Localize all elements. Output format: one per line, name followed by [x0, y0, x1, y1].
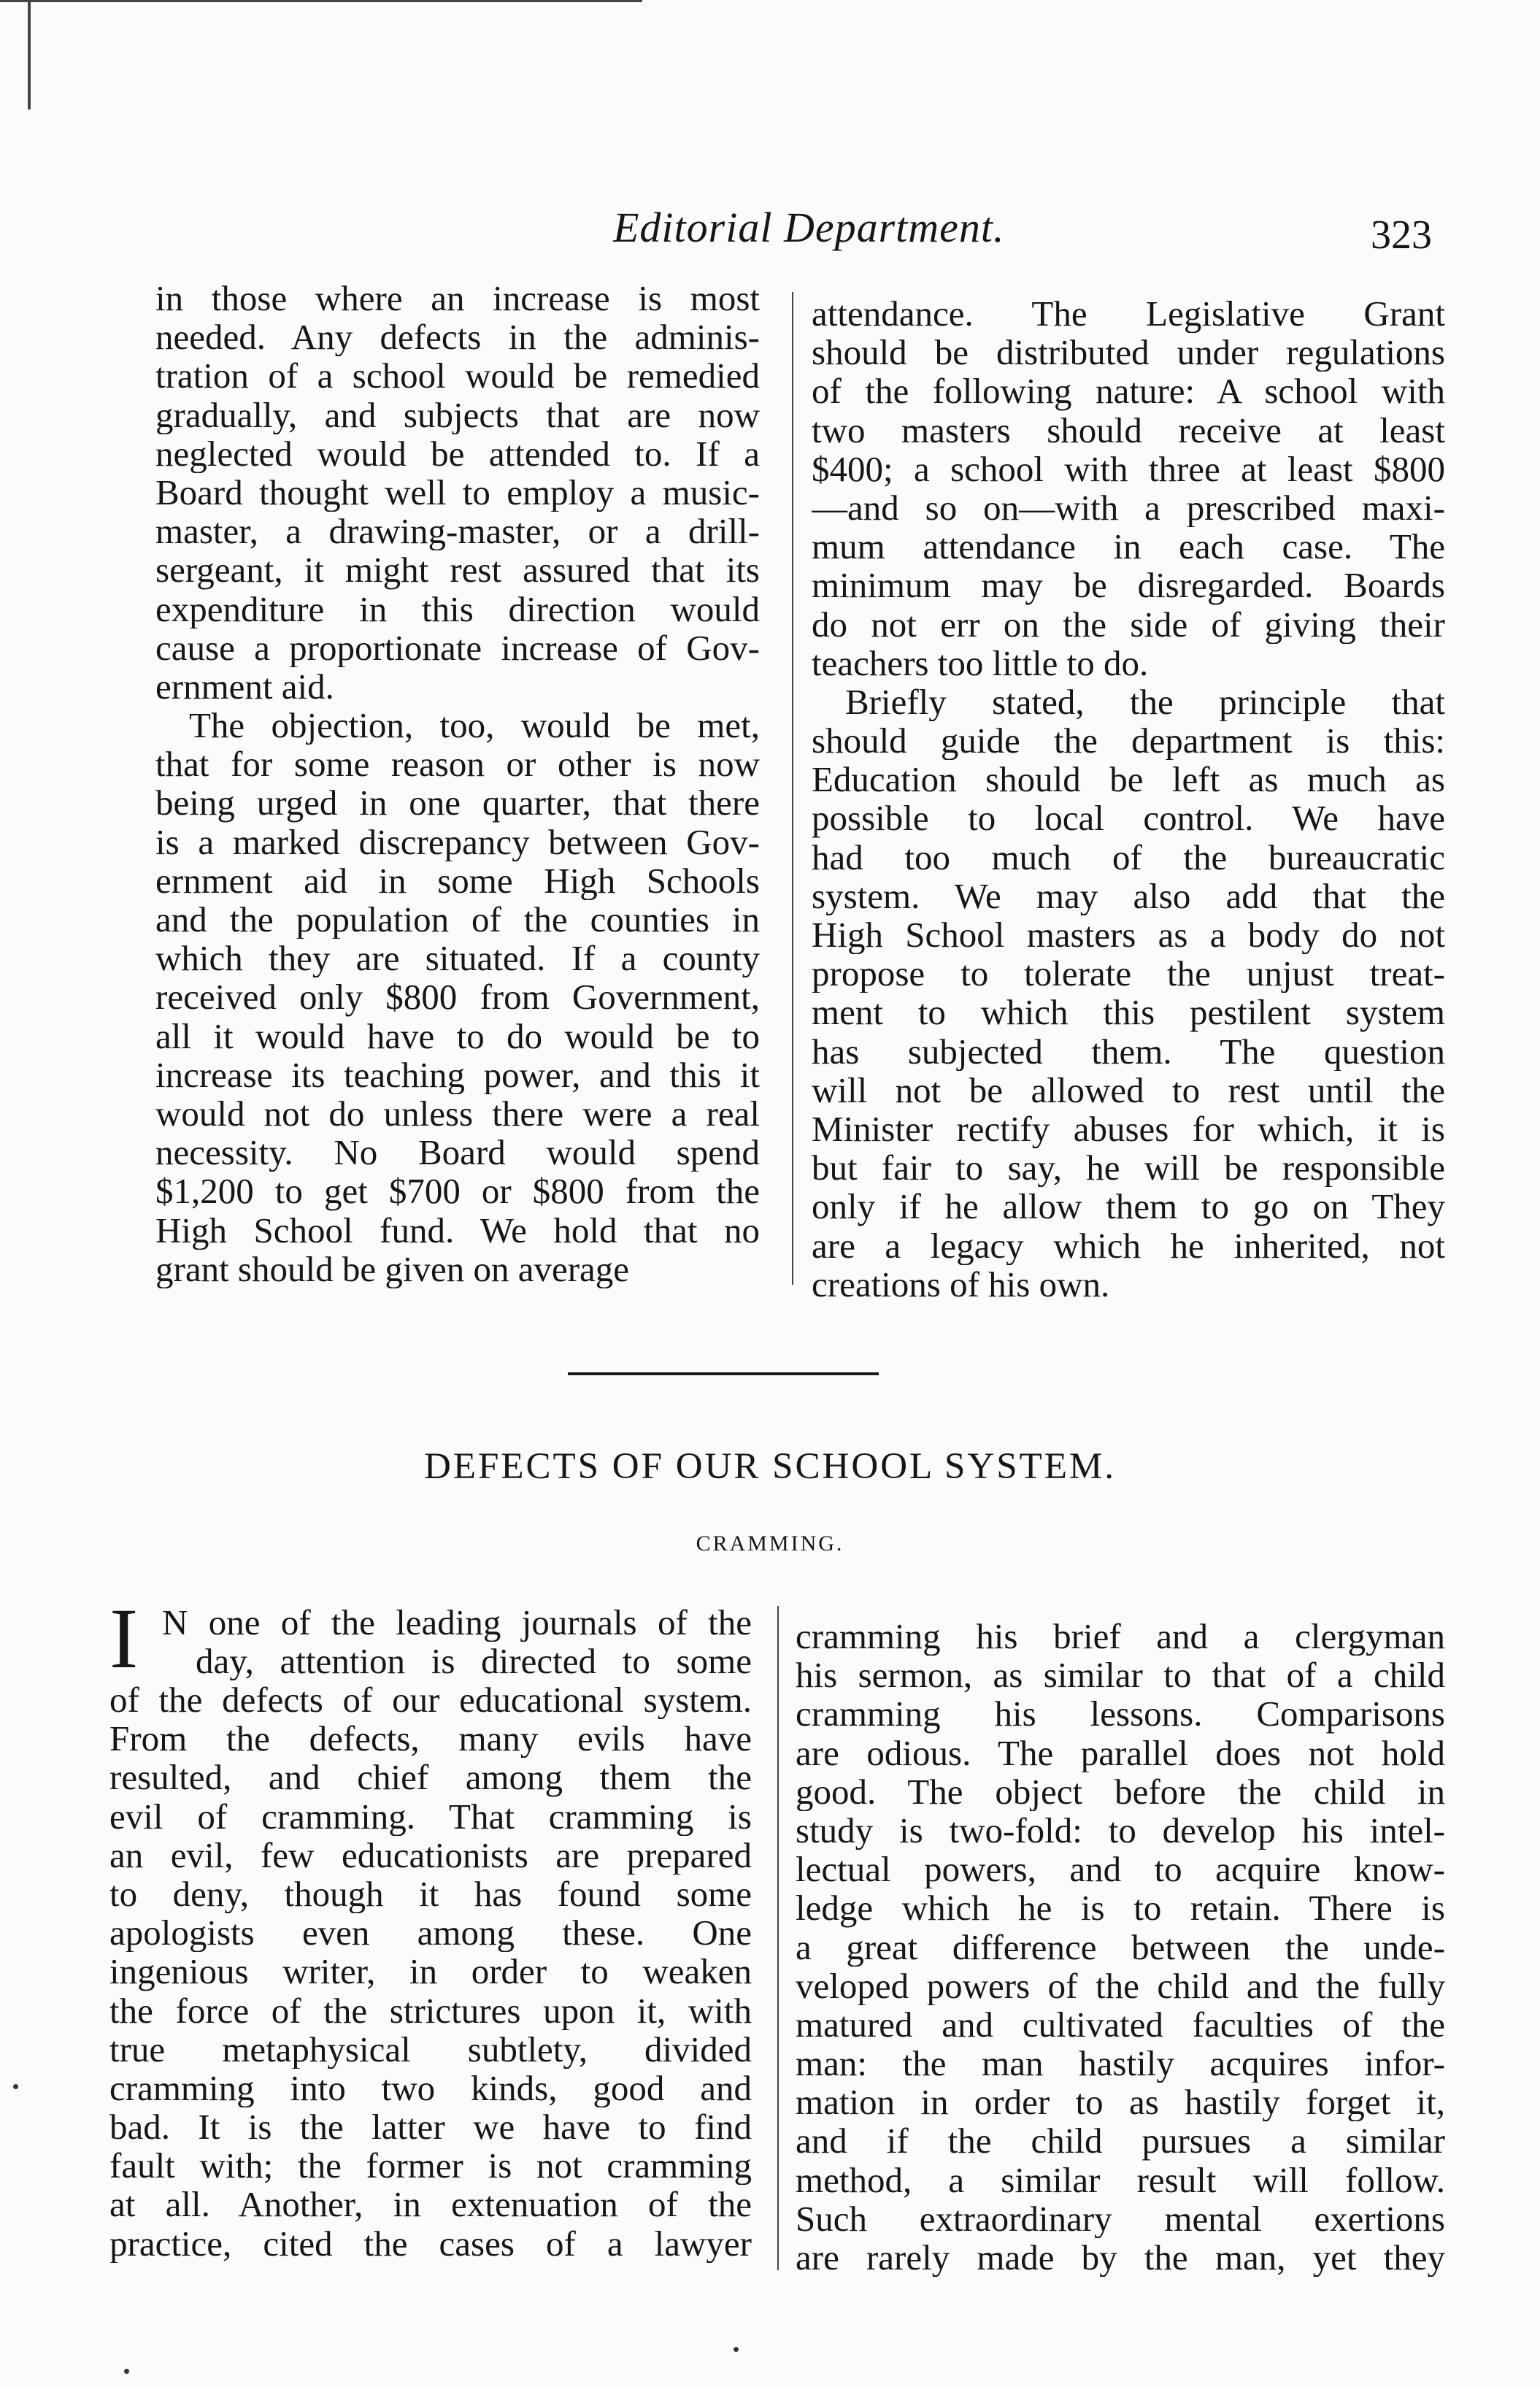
text-line: a great difference between the unde-	[796, 1927, 1445, 1967]
text-line: —and so on—with a prescribed maxi-	[812, 488, 1445, 528]
text-line: Education should be left as much as	[812, 760, 1445, 799]
text-line: an evil, few educationists are prepared	[109, 1835, 752, 1875]
text-line: From the defects, many evils have	[109, 1719, 752, 1758]
text-line: neglected would be attended to. If a	[155, 434, 760, 473]
text-line: gradually, and subjects that are now	[155, 395, 760, 434]
scan-edge-mark	[28, 0, 31, 109]
text-line: propose to tolerate the unjust treat-	[812, 954, 1445, 993]
text-line: apologists even among these. One	[109, 1913, 752, 1953]
text-line: and the population of the counties in	[155, 900, 760, 939]
text-line: evil of cramming. That cramming is	[109, 1796, 752, 1836]
text-line: minimum may be disregarded. Boards	[812, 566, 1445, 605]
text-line: and if the child pursues a similar	[796, 2121, 1445, 2161]
text-line: received only $800 from Government,	[155, 977, 760, 1017]
text-line: that for some reason or other is now	[155, 745, 760, 784]
text-line: Such extraordinary mental exertions	[796, 2199, 1445, 2238]
lower-left-column	[109, 1680, 752, 2263]
text-line: Briefly stated, the principle that	[845, 682, 1445, 722]
scan-edge-mark	[0, 0, 642, 2]
text-line: but fair to say, he will be responsible	[812, 1148, 1445, 1188]
text-line: true metaphysical subtlety, divided	[109, 2029, 752, 2069]
text-line: N one of the leading journals of the	[162, 1603, 752, 1642]
text-line: needed. Any defects in the adminis-	[155, 318, 760, 357]
text-line: attendance. The Legislative Grant	[812, 294, 1445, 334]
running-header	[0, 196, 1540, 261]
lower-right-column	[796, 1617, 1445, 2277]
upper-left-column	[155, 279, 760, 1288]
text-line: mation in order to as hastily forget it,	[796, 2083, 1445, 2122]
text-line: mum attendance in each case. The	[812, 527, 1445, 566]
text-line: of the defects of our educational system.	[109, 1680, 752, 1720]
text-line: are rarely made by the man, yet they	[796, 2238, 1445, 2278]
text-line: $400; a school with three at least $800	[812, 449, 1445, 488]
text-line: fault with; the former is not cramming	[109, 2146, 752, 2186]
section-rule	[568, 1372, 879, 1375]
text-line: creations of his own.	[812, 1264, 1110, 1304]
text-line: Board thought well to employ a music-	[155, 472, 760, 512]
text-line: practice, cited the cases of a lawyer	[109, 2223, 752, 2263]
article-subtitle: CRAMMING.	[696, 1531, 844, 1556]
text-line: necessity. No Board would spend	[155, 1133, 760, 1172]
scan-speck	[13, 2084, 18, 2089]
text-line: matured and cultivated faculties of the	[796, 2004, 1445, 2045]
text-line: $1,200 to get $700 or $800 from the	[155, 1172, 760, 1211]
text-line: will not be allowed to rest until the	[812, 1070, 1445, 1110]
text-line: are odious. The parallel does not hold	[796, 1733, 1445, 1772]
text-line: man: the man hastily acquires infor-	[796, 2044, 1445, 2083]
text-line: resulted, and chief among them the	[109, 1758, 752, 1797]
text-line: tration of a school would be remedied	[155, 356, 760, 396]
text-line: sergeant, it might rest assured that its	[155, 550, 760, 590]
lower-left-first-lines	[162, 1603, 752, 1680]
text-line: his sermon, as similar to that of a child	[796, 1656, 1445, 1695]
text-line: only if he allow them to go on They	[812, 1187, 1445, 1226]
text-line: method, a similar result will follow.	[796, 2160, 1445, 2199]
text-line: Minister rectify abuses for which, it is	[812, 1109, 1445, 1149]
text-line: bad. It is the latter we have to find	[109, 2107, 752, 2147]
text-line: in those where an increase is most	[155, 279, 760, 318]
column-divider	[777, 1606, 779, 2270]
text-line: ernment aid.	[155, 666, 334, 707]
text-line: good. The object before the child in	[796, 1772, 1445, 1811]
text-line: are a legacy which he inherited, not	[812, 1226, 1445, 1265]
text-line: veloped powers of the child and the fully	[796, 1966, 1445, 2005]
text-line: should be distributed under regulations	[812, 333, 1445, 372]
text-line: expenditure in this direction would	[155, 589, 760, 629]
text-line: master, a drawing-master, or a drill-	[155, 512, 760, 551]
text-line: possible to local control. We have	[812, 799, 1445, 838]
text-line: system. We may also add that the	[812, 876, 1445, 915]
drop-cap: I	[109, 1591, 139, 1686]
text-line: ment to which this pestilent system	[812, 993, 1445, 1032]
text-line: teachers too little to do.	[812, 643, 1149, 683]
text-line: which they are situated. If a county	[155, 939, 760, 978]
text-line: increase its teaching power, and this it	[155, 1055, 760, 1094]
article-title: DEFECTS OF OUR SCHOOL SYSTEM.	[424, 1446, 1116, 1487]
text-line: the force of the strictures upon it, with	[109, 1991, 752, 2030]
text-line: to deny, though it has found some	[109, 1874, 752, 1914]
text-line: two masters should receive at least	[812, 410, 1445, 450]
text-line: had too much of the bureaucratic	[812, 837, 1445, 877]
text-line: High School fund. We hold that no	[155, 1210, 760, 1250]
text-line: ernment aid in some High Schools	[155, 861, 760, 900]
text-line: study is two-fold: to develop his intel-	[796, 1810, 1445, 1850]
page-number: 323	[1371, 212, 1432, 258]
scan-speck	[124, 2369, 129, 2374]
text-line: cramming his brief and a clergyman	[796, 1617, 1445, 1656]
text-line: at all. Another, in extenuation of the	[109, 2185, 752, 2224]
text-line: would not do unless there were a real	[155, 1093, 760, 1134]
running-header-title: Editorial Department.	[613, 204, 1005, 251]
text-line: lectual powers, and to acquire know-	[796, 1850, 1445, 1889]
text-line: being urged in one quarter, that there	[155, 783, 760, 823]
text-line: cramming into two kinds, good and	[109, 2068, 752, 2108]
text-line: grant should be given on average	[155, 1249, 630, 1288]
text-line: all it would have to do would be to	[155, 1016, 760, 1056]
text-line: cause a proportionate increase of Gov-	[155, 628, 760, 667]
upper-right-column	[812, 294, 1445, 1304]
text-line: High School masters as a body do not	[812, 915, 1445, 955]
text-line: day, attention is directed to some	[196, 1642, 752, 1681]
text-line: The objection, too, would be met,	[189, 706, 760, 745]
text-line: is a marked discrepancy between Gov-	[155, 822, 760, 861]
column-divider	[792, 292, 793, 1285]
text-line: cramming his lessons. Comparisons	[796, 1694, 1445, 1734]
scan-speck	[734, 2347, 739, 2352]
text-line: of the following nature: A school with	[812, 372, 1445, 411]
text-line: ledge which he is to retain. There is	[796, 1888, 1445, 1928]
text-line: do not err on the side of giving their	[812, 604, 1445, 644]
text-line: ingenious writer, in order to weaken	[109, 1952, 752, 1991]
text-line: has subjected them. The question	[812, 1031, 1445, 1071]
text-line: should guide the department is this:	[812, 721, 1445, 761]
